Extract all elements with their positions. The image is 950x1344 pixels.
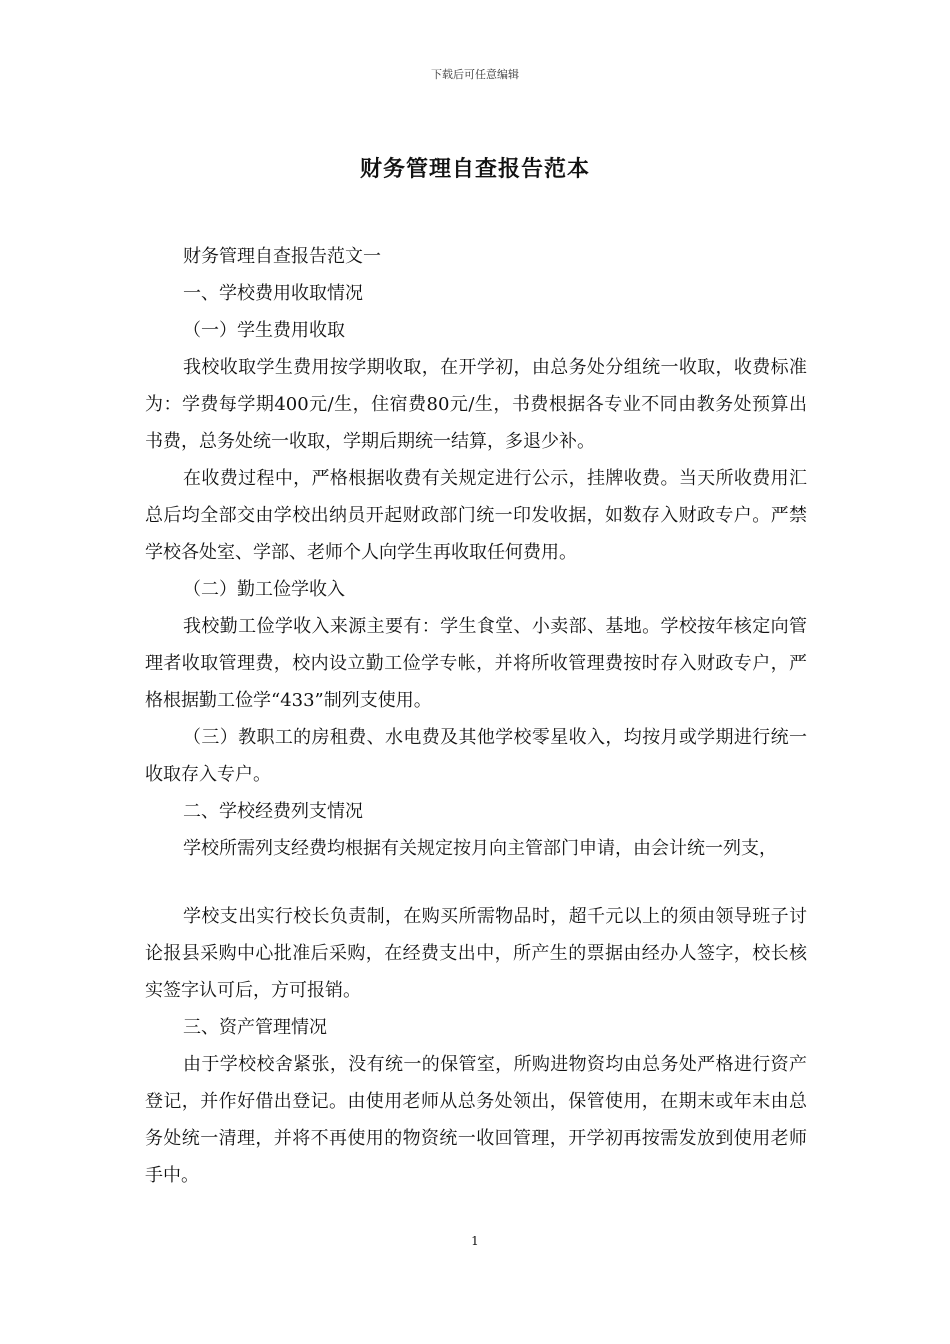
paragraph-body: 我校勤工俭学收入来源主要有：学生食堂、小卖部、基地。学校按年核定向管理者收取管理费，校内设立勤工俭学专帐，并将所收管理费按时存入财政专户，严格根据勤工俭学“433”制列支使用。 [145,616,807,711]
paragraph-heading-2: 二、学校经费列支情况 [183,801,363,822]
paragraph-subheading-3: （三）教职工的房租费、水电费及其他学校零星收入，均按月或学期进行统一收取存入专户。 [145,727,807,785]
paragraph-heading-3: 三、资产管理情况 [183,1017,327,1038]
paragraph-body: 学校支出实行校长负责制，在购买所需物品时，超千元以上的须由领导班子讨论报县采购中心批准后采购，在经费支出中，所产生的票据由经办人签字，校长核实签字认可后，方可报销。 [145,906,807,1001]
paragraph-section-heading: 财务管理自查报告范文一 [183,246,381,267]
paragraph-body: 我校收取学生费用按学期收取，在开学初，由总务处分组统一收取，收费标准为：学费每学期400元/生，住宿费80元/生，书费根据各专业不同由教务处预算出书费，总务处统一收取，学期后期统一结算，多退少补。 [145,357,807,452]
paragraph-body: 在收费过程中，严格根据收费有关规定进行公示，挂牌收费。当天所收费用汇总后均全部交由学校出纳员开起财政部门统一印发收据，如数存入财政专户。严禁学校各处室、学部、老师个人向学生再收取任何费用。 [145,468,807,563]
page-header-note: 下载后可任意编辑 [431,68,519,81]
page-number: 1 [471,1234,479,1248]
paragraph-subheading-1: （一）学生费用收取 [183,320,345,341]
paragraph-body: 学校所需列支经费均根据有关规定按月向主管部门申请，由会计统一列支， [183,838,777,859]
blank-gap [145,867,807,898]
paragraph-heading-1: 一、学校费用收取情况 [183,283,363,304]
document-title: 财务管理自查报告范本 [359,157,590,182]
document-body [145,238,807,1194]
paragraph-subheading-2: （二）勤工俭学收入 [183,579,345,600]
paragraph-body: 由于学校校舍紧张，没有统一的保管室，所购进物资均由总务处严格进行资产登记，并作好借出登记。由使用老师从总务处领出，保管使用，在期末或年末由总务处统一清理，并将不再使用的物资统一收回管理，开学初再按需发放到使用老师手中。 [145,1054,807,1186]
